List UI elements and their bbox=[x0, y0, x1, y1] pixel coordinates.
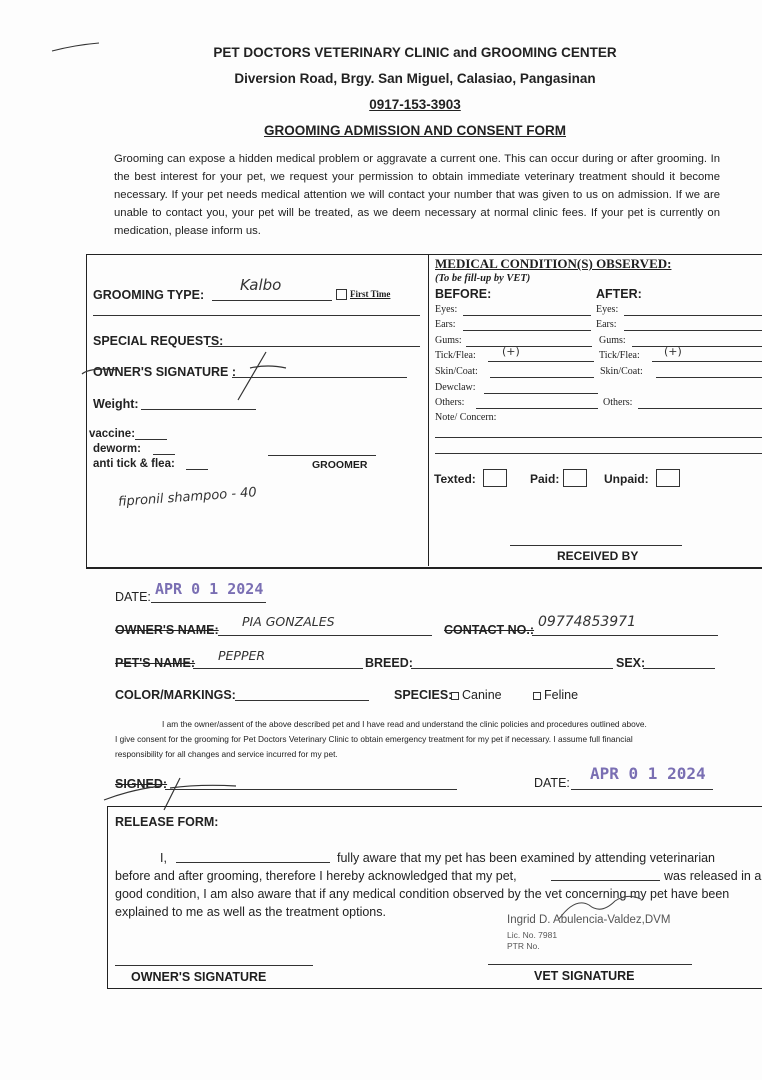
owner-name-label: OWNER'S NAME: bbox=[115, 623, 219, 637]
consent-text-2: I give consent for the grooming for Pet Doctors Veterinary Clinic to obtain emergency treatment for my pet if necessary. I assume full financial bbox=[115, 734, 633, 744]
after-tickflea-label: Tick/Flea: bbox=[599, 350, 640, 361]
grooming-type-value: Kalbo bbox=[240, 276, 282, 294]
sex-label: SEX: bbox=[616, 656, 646, 670]
handwritten-note: fipronil shampoo - 40 bbox=[117, 485, 258, 510]
before-others-label: Others: bbox=[435, 397, 465, 408]
vaccine-label: vaccine: bbox=[89, 428, 136, 440]
before-tickflea-label: Tick/Flea: bbox=[435, 350, 476, 361]
release-i: I, bbox=[160, 851, 167, 865]
anti-tick-label: anti tick & flea: bbox=[93, 458, 175, 470]
clinic-name: PET DOCTORS VETERINARY CLINIC and GROOMING CENTER bbox=[213, 45, 617, 60]
before-ears-label: Ears: bbox=[435, 319, 456, 330]
owner-signature-label: OWNER'S SIGNATURE : bbox=[93, 365, 237, 379]
after-ears-label: Ears: bbox=[596, 319, 617, 330]
before-label: BEFORE: bbox=[435, 287, 492, 301]
release-vet-signature-label: VET SIGNATURE bbox=[534, 969, 635, 983]
medical-title: MEDICAL CONDITION(S) OBSERVED: bbox=[435, 256, 672, 271]
release-line-2b: was released in a bbox=[664, 869, 762, 883]
first-time-label: First Time bbox=[350, 289, 391, 299]
release-line-4: explained to me as well as the treatment options. bbox=[115, 905, 386, 919]
vet-ptr-no: PTR No. bbox=[507, 941, 540, 951]
after-others-label: Others: bbox=[603, 397, 633, 408]
release-title: RELEASE FORM: bbox=[115, 815, 219, 829]
owner-name-value: PIA GONZALES bbox=[242, 614, 335, 629]
release-line-2: before and after grooming, therefore I hereby acknowledged that my pet, bbox=[115, 869, 517, 883]
after-skincoat-label: Skin/Coat: bbox=[600, 366, 643, 377]
texted-label: Texted: bbox=[434, 472, 476, 486]
before-skincoat-label: Skin/Coat: bbox=[435, 366, 478, 377]
paid-checkbox[interactable] bbox=[563, 469, 587, 487]
consent-text-1: I am the owner/assent of the above described pet and I have read and understand the clinic policies and procedures outlined above. bbox=[162, 719, 647, 729]
contact-label: CONTACT NO.: bbox=[444, 623, 535, 637]
release-owner-signature-label: OWNER'S SIGNATURE bbox=[131, 970, 267, 984]
clinic-address: Diversion Road, Brgy. San Miguel, Calasiao, Pangasinan bbox=[234, 71, 596, 86]
feline-label: Feline bbox=[544, 688, 579, 702]
breed-label: BREED: bbox=[365, 656, 413, 670]
first-time-checkbox[interactable] bbox=[336, 289, 390, 300]
vet-name: Ingrid D. Abulencia-Valdez,DVM bbox=[507, 914, 671, 926]
texted-checkbox[interactable] bbox=[483, 469, 507, 487]
color-markings-label: COLOR/MARKINGS: bbox=[115, 688, 236, 702]
deworm-label: deworm: bbox=[93, 443, 141, 455]
species-label: SPECIES: bbox=[394, 688, 453, 702]
contact-value: 09774853971 bbox=[538, 614, 636, 630]
release-line-1: fully aware that my pet has been examined by attending veterinarian bbox=[337, 851, 716, 865]
feline-option[interactable] bbox=[533, 688, 578, 702]
clinic-phone: 0917-153-3903 bbox=[369, 97, 461, 112]
unpaid-checkbox[interactable] bbox=[656, 469, 680, 487]
paid-label: Paid: bbox=[530, 472, 560, 486]
after-label: AFTER: bbox=[596, 287, 642, 301]
weight-label: Weight: bbox=[93, 397, 139, 411]
pet-name-label: PET'S NAME: bbox=[115, 656, 196, 670]
intro-paragraph: Grooming can expose a hidden medical problem or aggravate a current one. This can occur during or after grooming. In the best interest for your pet, we request your permission to obtain immediate veterinary treatment should it become necessary. If your pet needs medical attention we will contact your number that was given to us on admission. If we are unable to contact you, your pet will be treated, as we deem necessary at normal clinic fees. If your pet is currently on medication, please inform us. bbox=[114, 153, 720, 237]
before-tickflea-value: (+) bbox=[502, 345, 520, 358]
box-divider bbox=[428, 254, 429, 566]
date-stamp: APR 0 1 2024 bbox=[155, 580, 264, 598]
note-concern-label: Note/ Concern: bbox=[435, 412, 497, 423]
unpaid-label: Unpaid: bbox=[604, 472, 649, 486]
special-requests-label: SPECIAL REQUESTS: bbox=[93, 334, 224, 348]
form-title: GROOMING ADMISSION AND CONSENT FORM bbox=[264, 123, 566, 138]
grooming-type-label: GROOMING TYPE: bbox=[93, 288, 205, 302]
canine-option[interactable] bbox=[451, 688, 502, 702]
pet-name-value: PEPPER bbox=[218, 648, 266, 663]
consent-date-label: DATE: bbox=[534, 776, 570, 790]
release-line-3: good condition, I am also aware that if any medical condition observed by the vet concerning my pet have been bbox=[115, 887, 730, 901]
consent-text-3: responsibility for all changes and service incurred for my pet. bbox=[115, 749, 338, 759]
after-eyes-label: Eyes: bbox=[596, 304, 619, 315]
canine-label: Canine bbox=[462, 688, 502, 702]
received-by-label: RECEIVED BY bbox=[557, 549, 639, 563]
date-label: DATE: bbox=[115, 590, 151, 604]
medical-subtitle: (To be fill-up by VET) bbox=[435, 273, 531, 284]
signed-label: SIGNED: bbox=[115, 777, 168, 791]
consent-date-stamp: APR 0 1 2024 bbox=[590, 764, 706, 783]
groomer-label: GROOMER bbox=[312, 459, 368, 471]
dewclaw-label: Dewclaw: bbox=[435, 382, 476, 393]
before-eyes-label: Eyes: bbox=[435, 304, 458, 315]
after-gums-label: Gums: bbox=[599, 335, 626, 346]
after-tickflea-value: (+) bbox=[664, 345, 682, 358]
vet-lic-no: Lic. No. 7981 bbox=[507, 930, 558, 940]
before-gums-label: Gums: bbox=[435, 335, 462, 346]
